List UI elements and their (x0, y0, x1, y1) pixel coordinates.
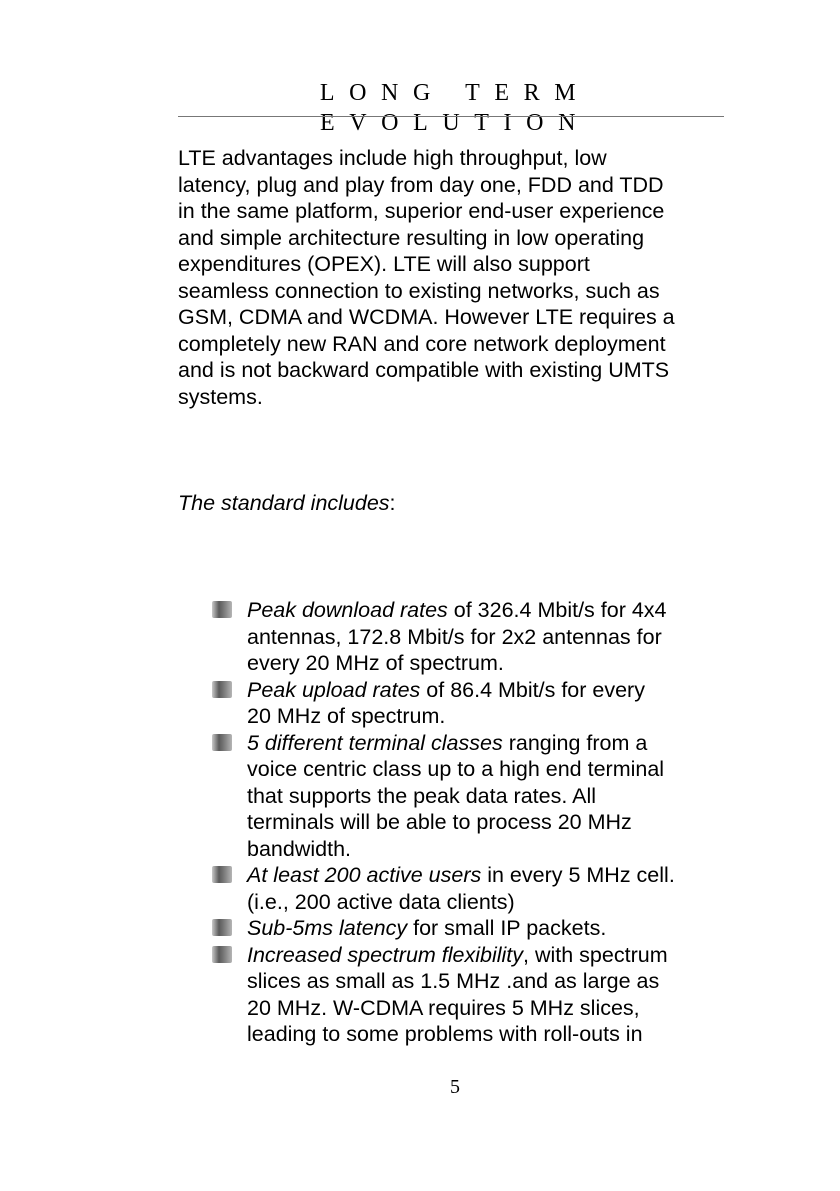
feature-term: At least 200 active users (247, 863, 482, 887)
square-bullet-icon (212, 866, 232, 883)
feature-list (212, 597, 732, 1048)
list-item-text (247, 915, 732, 942)
feature-term: 5 different terminal classes (247, 730, 503, 755)
feature-description: for small IP packets. (407, 916, 607, 940)
list-item-text (247, 597, 732, 677)
feature-description: , with spectrum slices as small as 1.5 MHz .and as large as 20 MHz. W-CDMA requires 5 MHz slices, leading to some problems with roll-outs in (247, 942, 668, 1046)
feature-description: in every 5 MHz cell. (i.e., 200 active data clients) (247, 863, 675, 914)
list-item-text (247, 677, 732, 730)
running-header: LONG TERM EVOLUTION (319, 80, 591, 136)
feature-term: Sub-5ms latency (247, 916, 408, 940)
intro-paragraph: LTE advantages include high throughput, low latency, plug and play from day one, FDD and TDD in the same platform, superior end-user experience and simple architecture resulting in low operating expenditures (OPEX). LTE will also support seamless connection to existing networks, such as GSM, CDMA and WCDMA. However LTE requires a completely new RAN and core network deployment and is not backward compatible with existing UMTS systems. (178, 146, 675, 409)
list-item (212, 730, 732, 863)
standard-heading-text: The standard includes (178, 491, 390, 515)
list-item-text (247, 730, 732, 863)
header-divider (178, 116, 724, 117)
list-item-text (247, 942, 732, 1048)
feature-description: ranging from a voice centric class up to a high end terminal that supports the peak data rates. All terminals will be able to process 20 MHz bandwidth. (247, 730, 665, 861)
standard-heading (178, 490, 738, 517)
feature-term: Peak upload rates (247, 677, 421, 702)
standard-heading-colon: : (389, 491, 396, 515)
square-bullet-icon (212, 946, 232, 963)
feature-description: of 86.4 Mbit/s for every 20 MHz of spectrum. (247, 677, 645, 728)
square-bullet-icon (212, 919, 232, 936)
feature-description: of 326.4 Mbit/s for 4x4 antennas, 172.8 Mbit/s for 2x2 antennas for every 20 MHz of spectrum. (247, 598, 667, 675)
list-item (212, 915, 732, 942)
list-item-text (247, 862, 732, 915)
feature-term: Peak download rates (247, 598, 448, 622)
square-bullet-icon (212, 734, 232, 751)
feature-term: Increased spectrum flexibility (247, 942, 524, 967)
list-item (212, 597, 732, 677)
page-number: 5 (450, 1076, 460, 1098)
list-item (212, 677, 732, 730)
square-bullet-icon (212, 681, 232, 698)
square-bullet-icon (212, 601, 232, 618)
list-item (212, 862, 732, 915)
list-item (212, 942, 732, 1048)
